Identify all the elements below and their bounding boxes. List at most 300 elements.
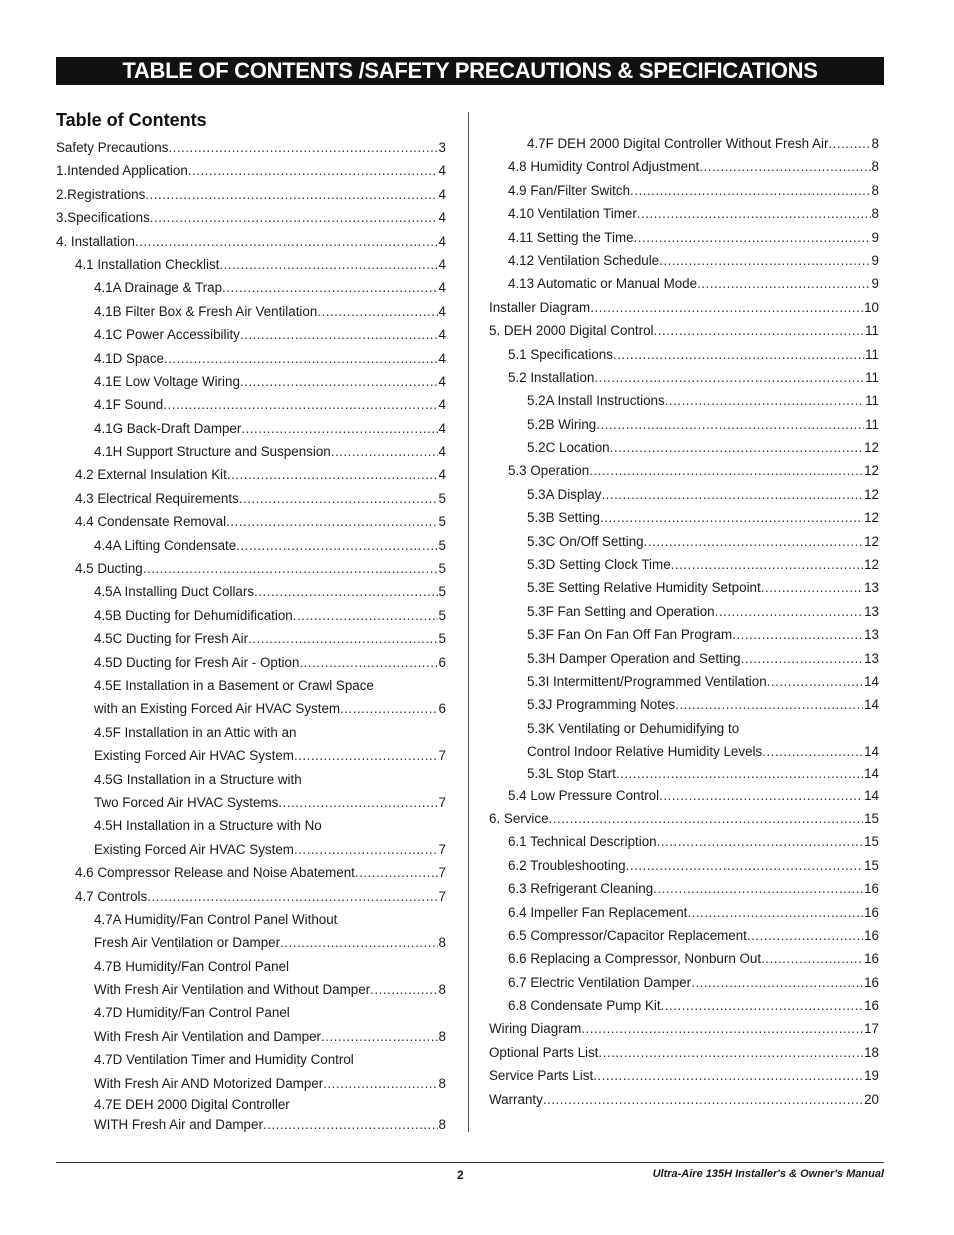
dot-leader: [654, 319, 865, 342]
toc-entry[interactable]: [56, 861, 446, 884]
toc-entry[interactable]: [489, 830, 879, 853]
toc-entry-title: 5.3L Stop Start: [527, 765, 616, 781]
toc-entry-title: 6. Service: [489, 810, 549, 826]
dot-leader: [263, 1115, 438, 1135]
toc-entry-title: 4.10 Ventilation Timer: [508, 206, 637, 222]
toc-entry-page: 8: [871, 206, 879, 222]
toc-entry-title: 4.1F Sound: [94, 397, 164, 413]
toc-entry-title: 4.7A Humidity/Fan Control Panel Without: [94, 911, 338, 927]
toc-entry-title: 6.3 Refrigerant Cleaning: [508, 881, 654, 897]
toc-entry[interactable]: [56, 580, 446, 603]
toc-entry-title: 6.4 Impeller Fan Replacement: [508, 904, 688, 920]
dot-leader: [659, 249, 870, 272]
dot-leader: [294, 744, 438, 767]
toc-entry[interactable]: [56, 463, 446, 486]
dot-leader: [657, 830, 863, 853]
toc-entry-title: 4.4A Lifting Condensate: [94, 537, 237, 553]
toc-entry-page: 14: [864, 673, 879, 689]
toc-entry-page: 12: [864, 486, 879, 502]
toc-entry[interactable]: [56, 510, 446, 533]
dot-leader: [254, 580, 438, 603]
toc-entry-page: 4: [438, 280, 446, 296]
toc-entry[interactable]: [489, 272, 879, 295]
toc-entry[interactable]: [489, 226, 879, 249]
toc-entry-page: 16: [864, 951, 879, 967]
toc-entry[interactable]: [56, 674, 446, 697]
toc-entry-title: 4.5 Ducting: [75, 561, 143, 577]
toc-entry-page: 5: [438, 607, 446, 623]
dot-leader: [294, 838, 438, 861]
toc-entry-title: Existing Forced Air HVAC System: [94, 841, 294, 857]
toc-entry-title: 5.4 Low Pressure Control: [508, 787, 660, 803]
toc-entry[interactable]: [489, 296, 879, 319]
toc-entry-page: 4: [438, 350, 446, 366]
toc-entry[interactable]: [489, 717, 879, 740]
dot-leader: [240, 370, 438, 393]
toc-entry[interactable]: [489, 1017, 879, 1040]
toc-entry-title: 2.Registrations: [56, 186, 146, 202]
toc-entry[interactable]: [56, 347, 446, 370]
dot-leader: [697, 272, 870, 295]
toc-entry-page: 17: [864, 1021, 879, 1037]
toc-entry-title: 5.3J Programming Notes: [527, 697, 676, 713]
toc-entry[interactable]: [56, 697, 446, 720]
toc-entry-title: 4.1C Power Accessibility: [94, 327, 240, 343]
dot-leader: [762, 740, 863, 763]
toc-entry[interactable]: [56, 253, 446, 276]
dot-leader: [240, 323, 438, 346]
toc-entry[interactable]: [56, 838, 446, 861]
toc-entry-page: 12: [864, 533, 879, 549]
toc-entry-title: 6.5 Compressor/Capacitor Replacement: [508, 927, 747, 943]
toc-entry-page: 14: [864, 787, 879, 803]
toc-entry-page: 4: [438, 420, 446, 436]
toc-entry[interactable]: [489, 807, 879, 830]
dot-leader: [644, 530, 863, 553]
toc-entry-page: 16: [864, 998, 879, 1014]
toc-entry[interactable]: [489, 670, 879, 693]
toc-entry[interactable]: [489, 249, 879, 272]
toc-entry[interactable]: [489, 576, 879, 599]
toc-entry[interactable]: [489, 1064, 879, 1087]
manual-title: Ultra-Aire 135H Installer's & Owner's Manual: [652, 1168, 884, 1180]
column-divider: [468, 112, 469, 1132]
toc-entry-page: 8: [438, 1117, 446, 1133]
toc-entry-page: 16: [864, 881, 879, 897]
dot-leader: [613, 343, 864, 366]
toc-entry[interactable]: [489, 132, 879, 155]
toc-entry[interactable]: [489, 179, 879, 202]
toc-right-column: [489, 132, 879, 1111]
toc-entry-title: 4.3 Electrical Requirements: [75, 490, 239, 506]
toc-entry[interactable]: [56, 557, 446, 580]
dot-leader: [767, 670, 863, 693]
toc-entry-page: 16: [864, 974, 879, 990]
toc-entry[interactable]: [489, 740, 879, 763]
toc-entry[interactable]: [489, 1041, 879, 1064]
toc-entry-title: 5.3B Setting: [527, 510, 600, 526]
toc-entry-title: 4.13 Automatic or Manual Mode: [508, 276, 698, 292]
dot-leader: [581, 1017, 863, 1040]
toc-entry-page: 13: [864, 627, 879, 643]
toc-entry-title: 4.7B Humidity/Fan Control Panel: [94, 958, 290, 974]
dot-leader: [164, 347, 438, 370]
toc-entry-page: 13: [864, 580, 879, 596]
toc-entry-title: 4.5B Ducting for Dehumidification: [94, 607, 293, 623]
toc-entry-page: 5: [438, 514, 446, 530]
toc-entry[interactable]: [56, 206, 446, 229]
dot-leader: [589, 459, 863, 482]
toc-entry-title: 4.1D Space: [94, 350, 164, 366]
toc-entry[interactable]: [56, 300, 446, 323]
dot-leader: [147, 885, 437, 908]
toc-entry-title: 6.7 Electric Ventilation Damper: [508, 974, 692, 990]
toc-entry-page: 7: [438, 865, 446, 881]
toc-entry-page: 4: [438, 303, 446, 319]
toc-entry-page: 13: [864, 650, 879, 666]
dot-leader: [222, 276, 438, 299]
toc-entry-title: 4.7F DEH 2000 Digital Controller Without Fresh Air: [527, 136, 829, 151]
toc-entry[interactable]: [489, 343, 879, 366]
toc-entry-page: 8: [871, 182, 879, 198]
toc-entry-page: 12: [864, 510, 879, 526]
dot-leader: [340, 697, 437, 720]
dot-leader: [659, 784, 863, 807]
dot-leader: [691, 971, 863, 994]
toc-entry-title: 6.2 Troubleshooting: [508, 857, 626, 873]
toc-entry-page: 13: [864, 603, 879, 619]
toc-entry-title: 5.3A Display: [527, 486, 602, 502]
toc-entry[interactable]: [56, 791, 446, 814]
toc-entry-page: 16: [864, 904, 879, 920]
toc-entry-title: 6.1 Technical Description: [508, 834, 657, 850]
toc-entry-title: 4.9 Fan/Filter Switch: [508, 182, 631, 198]
dot-leader: [637, 202, 871, 225]
toc-entry-title: Safety Precautions: [56, 140, 169, 155]
toc-entry[interactable]: [56, 978, 446, 1001]
toc-entry[interactable]: [489, 366, 879, 389]
toc-entry[interactable]: [489, 901, 879, 924]
toc-entry-title: 5.3 Operation: [508, 463, 590, 479]
toc-entry-page: 3: [438, 140, 446, 155]
toc-entry[interactable]: [56, 323, 446, 346]
toc-entry-title: 4.4 Condensate Removal: [75, 514, 227, 530]
toc-entry-title: 5.3C On/Off Setting: [527, 533, 644, 549]
toc-entry-page: 12: [864, 557, 879, 573]
toc-entry-title: 5.3D Setting Clock Time: [527, 557, 671, 573]
toc-entry-page: 11: [865, 346, 879, 362]
toc-entry[interactable]: [56, 1025, 446, 1048]
toc-entry[interactable]: [56, 487, 446, 510]
toc-entry-title: With Fresh Air Ventilation and Damper: [94, 1028, 321, 1044]
toc-entry-title: With Fresh Air AND Motorized Damper: [94, 1075, 324, 1091]
toc-entry-page: 4: [438, 233, 446, 249]
toc-entry[interactable]: [489, 436, 879, 459]
toc-entry-page: 4: [438, 163, 446, 179]
toc-entry-page: 5: [438, 537, 446, 553]
toc-entry-title: 4.12 Ventilation Schedule: [508, 252, 660, 268]
toc-entry-page: 15: [864, 834, 879, 850]
toc-entry-title: 4.7 Controls: [75, 888, 148, 904]
toc-entry[interactable]: [56, 885, 446, 908]
dot-leader: [761, 947, 863, 970]
toc-entry[interactable]: [56, 183, 446, 206]
toc-entry-page: 7: [438, 748, 446, 764]
dot-leader: [236, 534, 437, 557]
dot-leader: [219, 253, 437, 276]
toc-entry-title: 4.5G Installation in a Structure with: [94, 771, 302, 787]
dot-leader: [598, 1041, 863, 1064]
toc-entry-title: 4.7D Ventilation Timer and Humidity Control: [94, 1052, 354, 1068]
toc-entry[interactable]: [489, 623, 879, 646]
toc-left-column: [56, 136, 446, 1135]
toc-entry-page: 14: [864, 744, 879, 760]
toc-entry-page: 15: [864, 810, 879, 826]
toc-entry-title: 4.5E Installation in a Basement or Crawl Space: [94, 677, 374, 693]
toc-entry-page: 8: [438, 1028, 446, 1044]
dot-leader: [370, 978, 437, 1001]
toc-entry[interactable]: [56, 136, 446, 159]
toc-heading: Table of Contents: [56, 110, 207, 130]
toc-entry-title: 5.2 Installation: [508, 369, 595, 385]
toc-entry-page: 12: [864, 463, 879, 479]
toc-entry[interactable]: [489, 530, 879, 553]
toc-entry-page: 8: [438, 1075, 446, 1091]
dot-leader: [687, 901, 863, 924]
toc-entry[interactable]: [489, 971, 879, 994]
toc-entry[interactable]: [489, 202, 879, 225]
toc-entry-title: 4.5A Installing Duct Collars: [94, 584, 255, 600]
dot-leader: [248, 627, 437, 650]
toc-entry[interactable]: [56, 721, 446, 744]
toc-entry-title: 5.2C Location: [527, 440, 610, 456]
toc-entry-title: Optional Parts List: [489, 1044, 599, 1060]
toc-entry-page: 4: [438, 373, 446, 389]
dot-leader: [715, 600, 864, 623]
dot-leader: [590, 296, 863, 319]
toc-entry-page: 19: [864, 1068, 879, 1084]
toc-entry[interactable]: [489, 647, 879, 670]
toc-entry[interactable]: [56, 1001, 446, 1024]
dot-leader: [596, 413, 864, 436]
toc-entry[interactable]: [489, 693, 879, 716]
dot-leader: [671, 553, 863, 576]
dot-leader: [135, 230, 438, 253]
dot-leader: [293, 604, 438, 627]
toc-entry[interactable]: [489, 764, 879, 784]
toc-entry-page: 5: [438, 490, 446, 506]
toc-entry-title: Two Forced Air HVAC Systems: [94, 794, 279, 810]
toc-entry-title: 5.3F Fan Setting and Operation: [527, 603, 715, 619]
toc-entry-page: 6: [438, 654, 446, 670]
dot-leader: [543, 1088, 863, 1111]
toc-entry[interactable]: [489, 854, 879, 877]
toc-entry[interactable]: [489, 947, 879, 970]
toc-entry[interactable]: [489, 784, 879, 807]
toc-entry-page: 15: [864, 857, 879, 873]
page-number: 2: [457, 1168, 464, 1182]
dot-leader: [227, 463, 438, 486]
toc-entry-page: 8: [871, 159, 879, 175]
dot-leader: [323, 1072, 437, 1095]
dot-leader: [150, 206, 438, 229]
toc-entry[interactable]: [56, 814, 446, 837]
dot-leader: [601, 483, 863, 506]
toc-entry-page: 4: [438, 467, 446, 483]
dot-leader: [741, 647, 863, 670]
toc-entry[interactable]: [56, 1095, 446, 1115]
toc-entry-page: 14: [864, 765, 879, 781]
toc-entry[interactable]: [489, 506, 879, 529]
toc-entry-title: 4.6 Compressor Release and Noise Abatement: [75, 865, 355, 881]
toc-entry[interactable]: [56, 955, 446, 978]
toc-entry[interactable]: [489, 877, 879, 900]
dot-leader: [653, 877, 863, 900]
toc-entry[interactable]: [489, 600, 879, 623]
dot-leader: [761, 576, 863, 599]
dot-leader: [188, 159, 438, 182]
toc-entry-page: 11: [865, 393, 879, 409]
toc-entry[interactable]: [489, 319, 879, 342]
dot-leader: [665, 389, 864, 412]
toc-entry-page: 9: [871, 276, 879, 292]
toc-entry-page: 7: [438, 841, 446, 857]
toc-entry[interactable]: [56, 1048, 446, 1071]
toc-entry[interactable]: [489, 483, 879, 506]
toc-entry-page: 4: [438, 256, 446, 272]
toc-entry[interactable]: [56, 534, 446, 557]
dot-leader: [828, 132, 870, 155]
toc-entry[interactable]: [56, 276, 446, 299]
toc-entry-title: 4.5F Installation in an Attic with an: [94, 724, 297, 740]
toc-entry-title: Existing Forced Air HVAC System: [94, 748, 294, 764]
dot-leader: [299, 651, 437, 674]
toc-entry[interactable]: [489, 413, 879, 436]
toc-entry[interactable]: [56, 768, 446, 791]
toc-entry-title: 4.8 Humidity Control Adjustment: [508, 159, 700, 175]
toc-entry[interactable]: [489, 459, 879, 482]
toc-entry[interactable]: [489, 389, 879, 412]
dot-leader: [239, 487, 438, 510]
dot-leader: [278, 791, 437, 814]
toc-entry[interactable]: [56, 1072, 446, 1095]
toc-entry[interactable]: [56, 1115, 446, 1135]
toc-entry-title: 4. Installation: [56, 233, 135, 249]
toc-entry-title: 5.1 Specifications: [508, 346, 613, 362]
dot-leader: [594, 366, 864, 389]
toc-entry-page: 10: [864, 299, 879, 315]
toc-entry-page: 8: [438, 935, 446, 951]
toc-entry-page: 6: [438, 701, 446, 717]
toc-entry[interactable]: [56, 908, 446, 931]
toc-entry-title: 4.1G Back-Draft Damper: [94, 420, 242, 436]
toc-entry-title: 4.7E DEH 2000 Digital Controller: [94, 1097, 290, 1113]
toc-entry-page: 4: [438, 397, 446, 413]
toc-entry-title: 5.3F Fan On Fan Off Fan Program: [527, 627, 733, 643]
dot-leader: [747, 924, 863, 947]
toc-entry-page: 5: [438, 561, 446, 577]
dot-leader: [145, 183, 437, 206]
toc-entry-title: 4.5H Installation in a Structure with No: [94, 818, 322, 834]
toc-entry-title: 3.Specifications: [56, 210, 150, 226]
toc-entry[interactable]: [489, 155, 879, 178]
toc-entry[interactable]: [56, 393, 446, 416]
toc-entry-page: 14: [864, 697, 879, 713]
toc-entry[interactable]: [56, 604, 446, 627]
dot-leader: [355, 861, 438, 884]
dot-leader: [241, 417, 437, 440]
toc-entry-title: 4.1B Filter Box & Fresh Air Ventilation: [94, 303, 318, 319]
toc-entry[interactable]: [56, 159, 446, 182]
toc-entry-page: 18: [864, 1044, 879, 1060]
toc-entry-title: 5. DEH 2000 Digital Control: [489, 323, 654, 339]
toc-entry-page: 9: [871, 229, 879, 245]
dot-leader: [163, 393, 437, 416]
toc-entry-page: 11: [865, 416, 879, 432]
toc-entry-title: 6.8 Condensate Pump Kit: [508, 998, 661, 1014]
toc-entry-page: 8: [871, 136, 879, 151]
toc-entry-title: 5.2B Wiring: [527, 416, 597, 432]
dot-leader: [143, 557, 438, 580]
toc-entry-title: Wiring Diagram: [489, 1021, 582, 1037]
dot-leader: [634, 226, 871, 249]
toc-entry[interactable]: [489, 553, 879, 576]
toc-entry[interactable]: [489, 924, 879, 947]
toc-entry[interactable]: [56, 230, 446, 253]
toc-entry[interactable]: [489, 1088, 879, 1111]
toc-entry[interactable]: [56, 627, 446, 650]
toc-entry-title: 5.2A Install Instructions: [527, 393, 665, 409]
toc-entry-page: 8: [438, 982, 446, 998]
toc-entry[interactable]: [56, 370, 446, 393]
dot-leader: [699, 155, 870, 178]
toc-entry-title: With Fresh Air Ventilation and Without Damper: [94, 982, 371, 998]
toc-entry-title: 5.3I Intermittent/Programmed Ventilation: [527, 673, 767, 689]
toc-entry-title: 4.2 External Insulation Kit: [75, 467, 227, 483]
section-banner: TABLE OF CONTENTS /SAFETY PRECAUTIONS & SPECIFICATIONS: [56, 57, 884, 85]
toc-entry[interactable]: [56, 651, 446, 674]
toc-entry[interactable]: [56, 931, 446, 954]
toc-entry-page: 4: [438, 186, 446, 202]
toc-entry-title: 6.6 Replacing a Compressor, Nonburn Out: [508, 951, 762, 967]
dot-leader: [168, 136, 437, 159]
toc-entry-title: WITH Fresh Air and Damper: [94, 1117, 263, 1133]
toc-entry-page: 4: [438, 444, 446, 460]
dot-leader: [226, 510, 437, 533]
toc-entry[interactable]: [56, 440, 446, 463]
toc-entry[interactable]: [489, 994, 879, 1017]
toc-entry[interactable]: [56, 744, 446, 767]
toc-entry-title: Fresh Air Ventilation or Damper: [94, 935, 281, 951]
toc-entry-page: 5: [438, 631, 446, 647]
dot-leader: [549, 807, 864, 830]
dot-leader: [616, 764, 863, 784]
toc-entry-title: Service Parts List: [489, 1068, 594, 1084]
toc-entry-title: 4.11 Setting the Time: [508, 229, 634, 245]
toc-entry-title: Warranty: [489, 1091, 543, 1107]
toc-entry-page: 4: [438, 210, 446, 226]
toc-entry-title: 4.5C Ducting for Fresh Air: [94, 631, 249, 647]
dot-leader: [732, 623, 863, 646]
toc-entry-title: 4.7D Humidity/Fan Control Panel: [94, 1005, 290, 1021]
dot-leader: [321, 1025, 438, 1048]
toc-entry-title: Control Indoor Relative Humidity Levels: [527, 744, 763, 760]
toc-entry-page: 5: [438, 584, 446, 600]
toc-entry[interactable]: [56, 417, 446, 440]
toc-entry-page: 11: [865, 323, 879, 339]
toc-entry-page: 9: [871, 252, 879, 268]
toc-entry-page: 7: [438, 888, 446, 904]
